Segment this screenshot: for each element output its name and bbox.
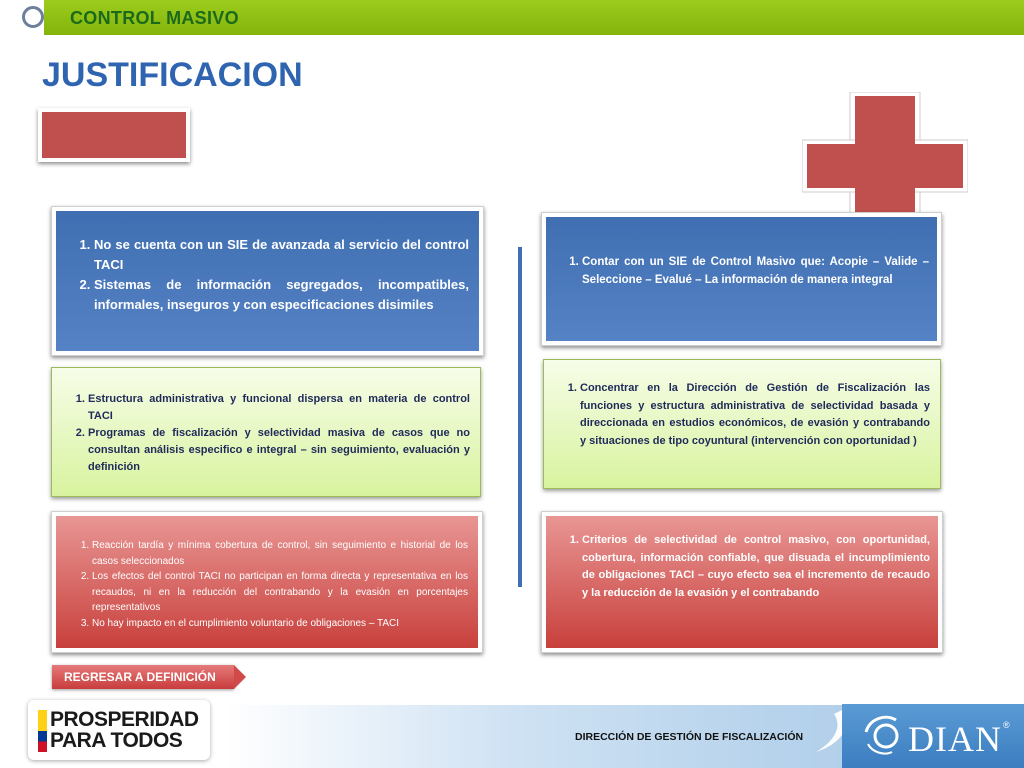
red-label-block bbox=[38, 108, 190, 162]
solution-red-panel bbox=[541, 511, 943, 653]
registered-mark: ® bbox=[1003, 720, 1010, 730]
list-item: 1. Estructura administrativa y funcional dispersa en materia de control TACI bbox=[88, 391, 470, 425]
list-item: 2. Programas de fiscalización y selectividad masiva de casos que no consultan análisis especifico e integral – sin seguimiento, evaluación y definición bbox=[88, 425, 470, 476]
dian-sun-icon bbox=[862, 712, 906, 756]
list-item: 1. Criterios de selectividad de control masivo, con oportunidad, cobertura, información confiable, que disuada el incumplimiento de obligaciones TACI – cuyo efecto sea el incremento de recaudo y la reducción de la evasión y el contrabando bbox=[582, 532, 930, 602]
solution-green-panel bbox=[543, 359, 941, 489]
problem-green-panel bbox=[51, 367, 481, 497]
list-item: 2. Los efectos del control TACI no participan en forma directa y representativa en los recaudos, ni en la reducción del contrabando y la evasión en porcentajes representativos bbox=[92, 569, 468, 616]
footer-direction-text: DIRECCIÓN DE GESTIÓN DE FISCALIZACIÓN bbox=[575, 731, 804, 743]
list-item: 2. Sistemas de información segregados, incompatibles, informales, inseguros y con especificaciones disimiles bbox=[94, 275, 469, 315]
list-item: 3. No hay impacto en el cumplimiento voluntario de obligaciones – TACI bbox=[92, 616, 468, 632]
colombia-flag-icon bbox=[38, 710, 47, 752]
back-to-definition-button[interactable] bbox=[52, 665, 234, 689]
prosperidad-logo-text: PROSPERIDAD PARA TODOS bbox=[50, 708, 199, 752]
page-title: JUSTIFICACION bbox=[42, 56, 303, 94]
list-item: 1. No se cuenta con un SIE de avanzada al servicio del control TACI bbox=[94, 235, 469, 275]
back-button-label: REGRESAR A DEFINICIÓN bbox=[64, 670, 216, 684]
list-item: 1. Reacción tardía y mínima cobertura de control, sin seguimiento e historial de los casos seleccionados bbox=[92, 538, 468, 569]
problem-red-panel bbox=[51, 511, 483, 653]
list-item: 1. Contar con un SIE de Control Masivo que: Acopie – Valide – Seleccione – Evalué – La información de manera integral bbox=[582, 253, 929, 289]
list-item: 1. Concentrar en la Dirección de Gestión de Fiscalización las funciones y estructura administrativa de selectividad basada y direccionada en estudios económicos, de evasión y contrabando y situaciones de tipo coyuntural (intervención con oportunidad ) bbox=[580, 380, 930, 450]
slide-ring-icon bbox=[22, 6, 44, 28]
red-cross-icon bbox=[802, 92, 968, 216]
header-title: CONTROL MASIVO bbox=[70, 8, 239, 28]
dian-logo-text: DIAN bbox=[908, 719, 1002, 759]
problem-blue-panel bbox=[51, 206, 484, 356]
solution-blue-panel bbox=[541, 212, 942, 346]
center-divider bbox=[518, 247, 522, 587]
